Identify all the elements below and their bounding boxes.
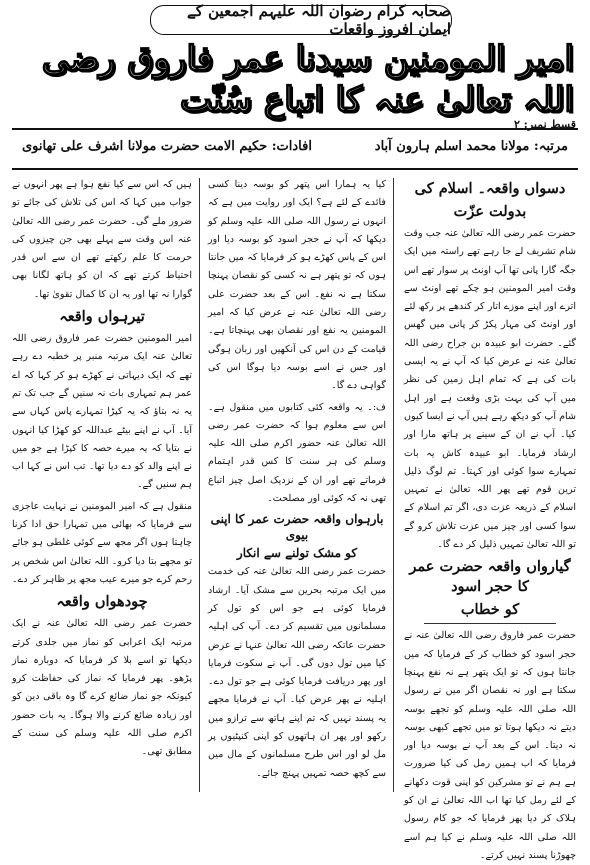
article-paragraph: حضرت عمر رضی اللہ تعالیٰ عنہ جب وقت شام تشریف لے جا رہے تھے راستہ میں ایک جگہ گارا پانی تھا آپ اونٹ پر سوار تھے اس وقت امیر المومنین ہو چکے تھے اونٹ سے اترے اور اپنے موزے اتار کر کندھے پر رکھ لئے اور اونٹ کی مہار پکڑ کر پانی میں گھس گئے۔ حضرت ابو عبیدہ بن جراح رضی اللہ تعالیٰ عنہ نے عرض کیا کہ آپ نے یہ ایسی بات کی ہے کہ تمام اہل زمین کی نظر میں آپ کی بہت بڑی وقعت ہے اور اہل شام آپ کو دیکھ رہے ہیں آپ نے ایسا کیوں کیا۔ آپ نے ان کے سینے پر ہاتھ مارا اور ارشاد فرمایا۔ ابو عبیدہ کاش یہ بات تمہارے سوا کوئی اور کہتا۔ تم لوگ ذلیل ترین قوم تھے پھر اللہ تعالیٰ نے تمہیں اسلام کے ذریعہ عزت دی، اگر تم اسلام کے سوا کسی اور چیز میں عزت تلاش کرو گے تو اللہ تعالیٰ تمہیں ذلیل کر دے گا۔ [404,228,576,551]
section-heading: چودھواں واقعہ [56,593,148,611]
column-right [404,176,576,861]
divider [424,623,556,624]
article-paragraph: حضرت عمر رضی اللہ تعالیٰ عنہ نے ایک مرتبہ ایک اعرابی کو نماز میں جلدی کرتے دیکھا تو اسے بلا کر فرمایا کہ دوبارہ نماز پڑھو۔ پھر فرمایا کہ نماز کی حفاظت کرو کیونکہ جو نماز ضائع کرے گا وہ باقی دین کو اور زیادہ ضائع کرنے والا ہوگا۔ یہ بات حضور اکرم صلی اللہ علیہ وسلم کی سنت کے مطابق تھی۔ [12,618,192,758]
installment-number: قسط نمبر: ۲ [514,118,576,131]
article-note: ف:۔ یہ واقعہ کئی کتابوں میں منقول ہے۔ اس سے معلوم ہوا کہ حضرت عمر رضی اللہ تعالیٰ عنہ حضور اکرم صلی اللہ علیہ وسلم کی ہر سنت کا کس قدر اہتمام فرماتے تھے اور ان کے نزدیک اصل چیز اتباع تھی نہ کہ کوئی اور مصلحت۔ [208,401,386,505]
byline-compiler: مرتبہ: مولانا محمد اسلم ہارون آباد [374,138,568,154]
section-heading: بدولت عزّت [453,203,527,220]
column-middle [208,176,386,792]
byline-source: افادات: حکیم الامت حضرت مولانا اشرف علی تھانوی [22,138,312,154]
section-heading: تیرہواں واقعہ [59,308,145,326]
article-paragraph: امیر المومنین حضرت عمر فاروق رضی اللہ تعالیٰ عنہ ایک مرتبہ منبر پر خطبہ دے رہے تھے کہ ایک دیہاتی نے کھڑے ہو کر کہا کہ اے عمر ہم تمہاری بات نہ سنیں گے جب تک تم یہ نہ بتاؤ کہ یہ کپڑا تمہارے پاس کہاں سے آیا۔ آپ نے اپنے بیٹے عبداللہ کو کھڑا کیا انہوں نے بتایا کہ یہ میرے حصہ کا کپڑا ہے جو میں نے اپنے والد کو دے دیا تھا۔ تب اس نے کہا اب ہم سنیں گے۔ [12,333,192,491]
section-heading: کو مشک تولنے سے انکار [236,546,358,561]
section-heading: کو خطاب [460,601,520,619]
series-banner: صحابہ کرام رضوان اللہ علیہم اجمعین کے ایمان افروز واقعات [150,5,452,35]
article-paragraph: حضرت عمر فاروق رضی اللہ تعالیٰ عنہ نے حجر اسود کو خطاب کر کے فرمایا کہ میں جانتا ہوں کہ تو ایک پتھر ہے نہ نفع پہنچا سکتا ہے اور نہ نقصان اگر میں نے رسول اللہ صلی اللہ علیہ وسلم کو تجھے بوسہ دیتے نہ دیکھا ہوتا تو میں تجھے کبھی بوسہ نہ دیتا۔ اس کے بعد آپ نے بوسہ دیا اور فرمایا کہ اب ہمیں رمل کی کیا ضرورت ہے ہم نے تو مشرکین کو اپنی قوت دکھانے کے لئے رمل کیا تھا اب اللہ تعالیٰ نے ان کو ہلاک کر دیا پھر فرمایا کہ جو کام رسول اللہ صلی اللہ علیہ وسلم نے کیا ہم اسے چھوڑنا پسند نہیں کرتے۔ [404,630,576,861]
section-heading: بارہواں واقعہ حضرت عمر کا اپنی بیوی [210,512,384,543]
article-paragraph: منقول ہے کہ امیر المومنین نے نہایت عاجزی سے فرمایا کہ بھائی میں تمہارا حق ادا کرنا چاہتا ہوں اگر مجھ سے کوئی غلطی ہو جائے تو مجھے بتا دیا کرو۔ اللہ تعالیٰ اس شخص پر رحم کرے جو میرے عیب مجھ پر ظاہر کر دے۔ [12,500,192,585]
page-headline: امیر المومنین سیدنا عمر فاروق رضی اللہ تعالیٰ عنہ کا اتباع سُنّت [41,38,574,120]
article-paragraph: حضرت عمر رضی اللہ تعالیٰ عنہ کی خدمت میں ایک مرتبہ بحرین سے مشک آیا۔ ارشاد فرمایا کوئی ہے جو اس کو تول کر مسلمانوں میں تقسیم کر دے۔ آپ کی اہلیہ حضرت عاتکہ رضی اللہ تعالیٰ عنہا نے عرض کیا میں تول دوں گی۔ آپ نے سکوت فرمایا اور پھر دریافت فرمایا کوئی ہے جو تول دے۔ اہلیہ نے پھر عرض کیا۔ آپ نے فرمایا مجھے یہ پسند نہیں کہ تم اپنے ہاتھ سے ترازو میں رکھو اور پھر ان ہاتھوں کو اپنی کنپٹیوں پر مل لو اور اس طرح مسلمانوں کے مال میں سے کچھ حصہ تمہیں پہنچ جائے۔ [208,566,386,779]
article-paragraph: کیا یہ ہمارا اس پتھر کو بوسہ دینا کسی فائدے کے لئے ہے؟ ایک اور روایت میں ہے کہ انہوں نے رسول اللہ صلی اللہ علیہ وسلم کو دیکھا کہ آپ نے حجر اسود کو بوسہ دیا اور اس کے پاس کھڑے ہو کر فرمایا کہ میں جانتا ہوں کہ تو پتھر ہے نہ کسی کو نقصان پہنچا سکتا ہے نہ نفع۔ اس کے بعد حضرت علی رضی اللہ تعالیٰ عنہ نے عرض کیا کہ امیر المومنین یہ نفع اور نقصان بھی پہنچاتا ہے۔ قیامت کے دن اس کی آنکھیں اور زبان ہوگی اور جس نے اسے بوسہ دیا ہوگا اس کی گواہی دے گا۔ [208,179,386,392]
section-heading: دسواں واقعہ۔ اسلام کی [414,180,566,197]
column-left [12,176,192,792]
byline [14,132,576,160]
divider [12,168,578,170]
column-divider [199,178,200,792]
article-paragraph: ہیں کہ اس سے کیا نفع ہوا ہے پھر انہوں نے جواب میں کہا کہ اس کی تلاش کی جائے تو ضرور ملے گی۔ حضرت عمر رضی اللہ تعالیٰ عنہ اس وقت سے پہلے بھی جن چیزوں کی حرمت کا علم رکھتے تھے ان سے اس قدر احتیاط کرتے تھے کہ ان کو ہاتھ لگانا بھی گوارا نہ تھا اور یہ ان کا کمال تقویٰ تھا۔ [12,179,192,300]
section-heading: گیارواں واقعہ حضرت عمر کا حجر اسود [409,558,571,596]
divider [12,128,578,130]
column-divider [393,178,394,792]
